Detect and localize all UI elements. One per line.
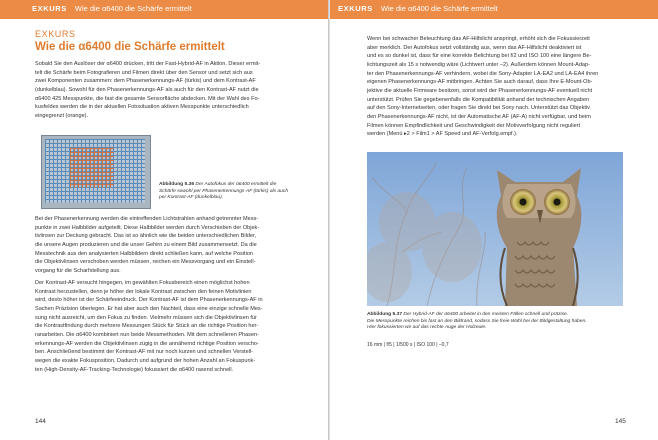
text-line: telt die Schärfe beim Fotografieren und Filmen direkt über den Sensor und setzt sich aus xyxy=(35,69,253,76)
autofocus-grid-figure xyxy=(41,135,151,209)
text-line: die Objektivlinsen verschoben werden müssen, reichen ein Messvorgang und ein Einstell- xyxy=(35,259,256,266)
right-page xyxy=(330,0,658,440)
caption-line: Der Hybrid-AF der α6400 arbeitet in den meisten Fällen schnell und präzise. xyxy=(403,312,569,317)
text-line: werden (Menü ▸2 > Film1 > AF Speed und AF-Verfolg.empf.). xyxy=(367,131,518,138)
text-line: den Phasenerkennungs-AF nicht, ist der Automatische AF (AF-A) nicht verfügbar, und beim xyxy=(367,113,591,120)
left-header-label: EXKURS xyxy=(32,4,67,13)
left-paragraph-1 xyxy=(35,60,297,121)
page-number: 144 xyxy=(35,418,46,425)
exif-data: 16 mm | f/5 | 1/500 s | ISO 100 | –0,7 xyxy=(367,342,449,348)
caption-label: Abbildung 5.37 xyxy=(367,312,403,317)
right-header-label: EXKURS xyxy=(338,4,373,13)
text-line: lichtungszeit als 15 s notwendig wäre (Lichtwert unter –2). Außerdem können Mount-Adap- xyxy=(367,61,590,68)
text-line: die unsere Augen produzieren und die unser Gehirn zu einem Bild zusammensetzt. Da die xyxy=(35,241,257,248)
page-number: 145 xyxy=(615,418,626,425)
left-header-text: Wie die α6400 die Schärfe ermittelt xyxy=(74,4,192,13)
text-line: Sachen Präzision überlegen. Er hat aber auch den Nachteil, dass eine einzige schnelle Mes- xyxy=(35,305,263,312)
text-line: ten (High-Density-AF-Tracking-Technologie) fokussiert die α6400 rasend schnell. xyxy=(35,366,234,373)
text-line: unterstützt. Prüfen Sie gegebenenfalls die Kompatibilität anhand der technischen Angaben xyxy=(367,96,590,103)
text-line: Filmen können Empfindlichkeit und Geschwindigkeit der Motivverfolgung nicht reguliert xyxy=(367,122,581,129)
text-line: Der Kontrast-AF versucht hingegen, im gewählten Fokusbereich einen möglichst hohen xyxy=(35,280,250,286)
left-paragraph-2 xyxy=(35,215,297,276)
owl-photo-illustration xyxy=(367,152,623,306)
caption-line: Der Autofokus der α6400 ermittelt die xyxy=(195,182,277,187)
left-paragraph-3 xyxy=(35,279,297,374)
right-header-title xyxy=(338,4,498,13)
text-line: ter den Phasenerkennungs-AF verhindern, wobei die Sony-Adapter LA-EA2 und LA-EA4 ihren xyxy=(367,70,599,77)
caption-line: per Kontrast-AF (dunkelblau). xyxy=(159,195,224,201)
figure-caption-5-36 xyxy=(159,182,309,202)
caption-line: Die Messpunkte reichen bis fast an den Bildrand, sodass Sie freie Wahl bei der Bildgestaltung haben. xyxy=(367,318,587,324)
text-line: Bei der Phasenerkennung werden die eintreffenden Lichtstrahlen anhand getrennter Mess- xyxy=(35,216,259,222)
text-line: Wenn bei schwacher Beleuchtung das AF-Hilfslicht anspringt, erhöht sich die Fokussierzeit xyxy=(367,36,590,42)
figure-caption-5-37 xyxy=(367,312,629,332)
left-header-bar xyxy=(0,0,328,19)
text-line: zwei Komponenten zusammen: dem Phasenerkennungs-AF (türkis) und dem Kontrast-AF xyxy=(35,78,256,85)
text-line: Kontrast herzustellen, denn je höher der lokale Kontrast zwischen den feinen Motivlinien xyxy=(35,288,252,295)
section-label: EXKURS xyxy=(35,29,76,39)
text-line: Messtechnik aus den analysierten Halbbildern direkt schließen kann, auf welche Position xyxy=(35,250,253,257)
caption-label: Abbildung 5.36 xyxy=(159,182,195,187)
text-line: eingegrenzt (orange). xyxy=(35,112,89,119)
text-line: α6400 425 Messpunkte, die fast die gesamte Sensorfläche abdecken. Mit der Wahl des Fo- xyxy=(35,95,260,102)
text-line: auf den Sony-Internetseiten, oder fragen Sie direkt bei Sony nach. Unterstützt das Objektiv xyxy=(367,105,590,112)
text-line: erkennungs-AF werden die Objektivlinsen zügig in die annähernd richtige Position verscho- xyxy=(35,340,259,347)
right-header-text: Wie die α6400 die Schärfe ermittelt xyxy=(380,4,498,13)
text-line: aber merklich. Der Autofokus setzt vollständig aus, wenn das AF-Hilfslicht deaktiviert ist xyxy=(367,44,582,51)
right-header-bar xyxy=(330,0,658,19)
owl-photo xyxy=(367,152,623,306)
text-line: vorgang für die Scharfstellung aus. xyxy=(35,267,121,274)
left-page xyxy=(0,0,328,440)
text-line: wegen die exakte Fokusposition. Dadurch und aufgrund der hohen Anzahl an Fokuspunk- xyxy=(35,357,256,364)
text-line: jektive die aktuelle Firmware besitzen, sonst wird der Phasenerkennungs-AF eventuell nicht xyxy=(367,87,593,94)
text-line: ben. Anschließend bestimmt der Kontrast-AF mit nur noch kurzen und schnellen Verstell- xyxy=(35,349,253,356)
text-line: punkte in zwei Halbbilder aufgeteilt. Diese Halbbilder werden durch Verschieben der Objek- xyxy=(35,224,260,231)
page-heading: Wie die α6400 die Schärfe ermittelt xyxy=(35,41,225,53)
right-paragraph-1 xyxy=(367,35,629,139)
text-line: sung nicht ausreicht, um den Fokus zu finden. Vielmehr müssen sich die Objektivlinsen für xyxy=(35,314,257,321)
text-line: Sobald Sie den Auslöser der α6400 drücken, tritt der Fast-Hybrid-AF in Aktion. Dieser ermit- xyxy=(35,61,261,67)
caption-line: Schärfe sowohl per Phasenerkennungs-AF (türkis) als auch xyxy=(159,188,289,194)
text-line: die Kontrastfindung durch mehrere Messungen Stück für Stück an die richtige Position her- xyxy=(35,323,259,330)
text-line: wird, desto höher ist der Schärfeeindruck. Der Kontrast-AF ist dem Phasenerkennungs-AF in xyxy=(35,297,263,304)
caption-line: Hier fokussierten wir auf das rechte Auge der Holzeule. xyxy=(367,325,487,331)
text-line: tivlinsen zur Deckung gebracht. Das ist so ähnlich wie die beiden unterschiedlichen Bilder, xyxy=(35,233,257,240)
text-line: (dunkelblau). Sowohl für den Phasenerkennungs-AF als auch für den Kontrast-AF nutzt die xyxy=(35,86,259,93)
active-focus-area xyxy=(70,148,114,188)
text-line: und es so dunkel ist, dass für eine korrekte Belichtung bei f/2 und ISO 100 eine längere Be- xyxy=(367,53,592,60)
text-line: kusfeldes werden die in der aktuellen Fotosituation aktiven Messpunkte unterschiedlich xyxy=(35,104,249,111)
left-header-title xyxy=(32,4,192,13)
text-line: eigenen Phasenerkennungs-AF mitbringen. Achten Sie auch darauf, dass Ihre E-Mount-Ob- xyxy=(367,79,593,86)
text-line: ranarbeiten. Die α6400 kombiniert nun beide Messmethoden. Mit dem schnelleren Phasen- xyxy=(35,331,259,338)
